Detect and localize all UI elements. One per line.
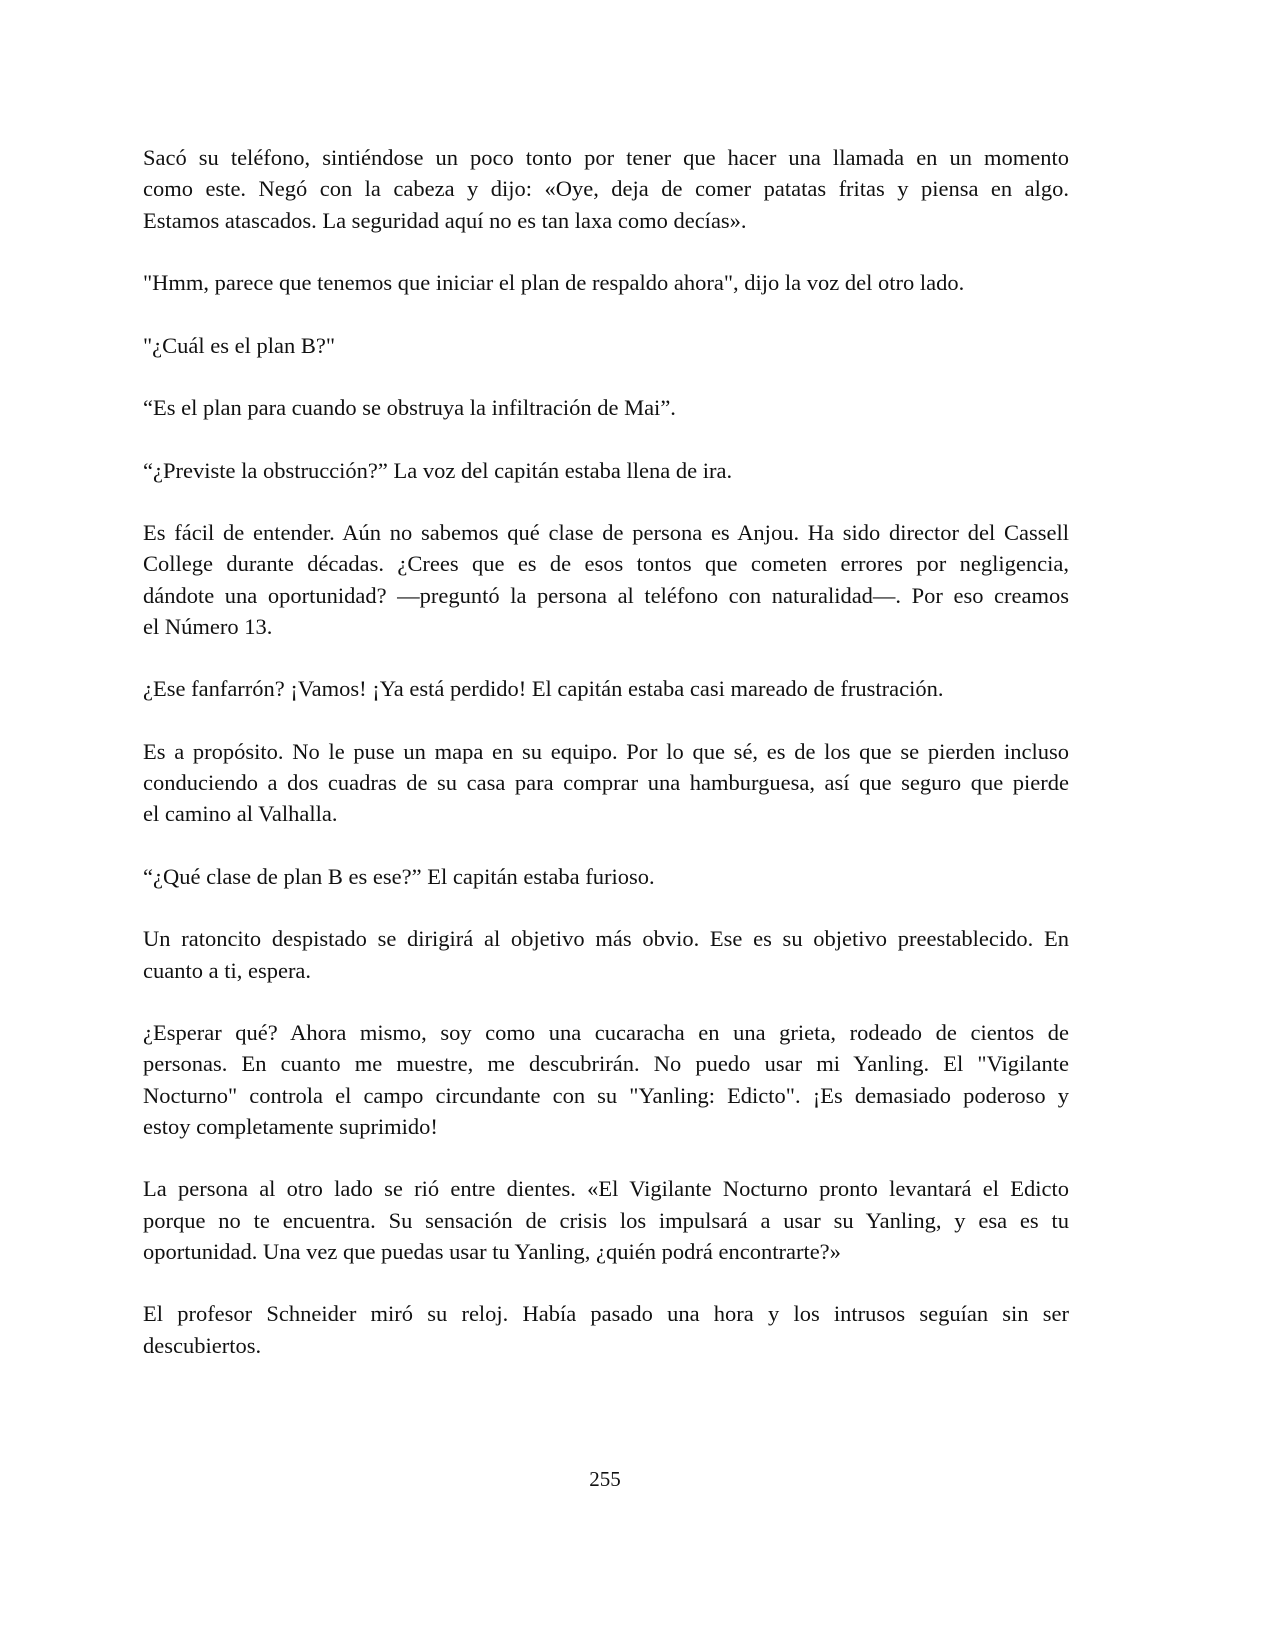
text-line: oportunidad. Una vez que puedas usar tu Yanling, ¿quién podrá encontrarte?» xyxy=(143,1238,841,1264)
paragraph xyxy=(143,673,1069,704)
text-line: personas. En cuanto me muestre, me descubrirán. No puedo usar mi Yanling. El "Vigilante xyxy=(143,1051,1069,1077)
text-line: como este. Negó con la cabeza y dijo: «Oye, deja de comer patatas fritas y piensa en algo. xyxy=(143,176,1069,202)
paragraph xyxy=(143,267,1069,298)
text-line: cuanto a ti, espera. xyxy=(143,957,312,983)
paragraph xyxy=(143,736,1069,830)
text-line: Es fácil de entender. Aún no sabemos qué clase de persona es Anjou. Ha sido director del Cassell xyxy=(143,520,1069,545)
text-line: “¿Previste la obstrucción?” La voz del capitán estaba llena de ira. xyxy=(143,457,733,483)
paragraph xyxy=(143,330,1069,361)
text-line: ¿Ese fanfarrón? ¡Vamos! ¡Ya está perdido! El capitán estaba casi mareado de frustración. xyxy=(143,676,944,702)
text-line: conduciendo a dos cuadras de su casa para comprar una hamburguesa, así que seguro que pierde xyxy=(143,770,1069,795)
paragraph xyxy=(143,1173,1069,1267)
paragraph xyxy=(143,392,1069,423)
text-line: dándote una oportunidad? —preguntó la persona al teléfono con naturalidad—. Por eso creamos xyxy=(143,582,1069,608)
text-line: “¿Qué clase de plan B es ese?” El capitán estaba furioso. xyxy=(143,863,655,889)
page-number: 255 xyxy=(589,1467,621,1491)
paragraph xyxy=(143,923,1069,986)
text-line: Nocturno" controla el campo circundante con su "Yanling: Edicto". ¡Es demasiado poderoso y xyxy=(143,1082,1069,1108)
paragraph xyxy=(143,1298,1069,1361)
paragraph xyxy=(143,517,1069,642)
paragraph xyxy=(143,1017,1069,1142)
text-line: Estamos atascados. La seguridad aquí no es tan laxa como decías». xyxy=(143,207,747,233)
text-line: el camino al Valhalla. xyxy=(143,801,338,827)
paragraph xyxy=(143,142,1069,236)
text-line: porque no te encuentra. Su sensación de crisis los impulsará a usar su Yanling, y esa es tu xyxy=(143,1207,1069,1233)
text-line: descubiertos. xyxy=(143,1332,262,1358)
text-line: Un ratoncito despistado se dirigirá al objetivo más obvio. Ese es su objetivo preestablecido. En xyxy=(143,926,1069,952)
text-line: "¿Cuál es el plan B?" xyxy=(143,332,336,358)
text-line: estoy completamente suprimido! xyxy=(143,1113,438,1139)
text-line: El profesor Schneider miró su reloj. Había pasado una hora y los intrusos seguían sin ser xyxy=(143,1301,1069,1327)
text-line: ¿Esperar qué? Ahora mismo, soy como una cucaracha en una grieta, rodeado de cientos de xyxy=(143,1020,1069,1045)
text-line: Sacó su teléfono, sintiéndose un poco tonto por tener que hacer una llamada en un momento xyxy=(143,145,1069,170)
text-line: "Hmm, parece que tenemos que iniciar el plan de respaldo ahora", dijo la voz del otro lado. xyxy=(143,270,965,295)
text-line: College durante décadas. ¿Crees que es de esos tontos que cometen errores por negligencia, xyxy=(143,551,1069,577)
page-body xyxy=(143,142,1069,1392)
text-line: “Es el plan para cuando se obstruya la infiltración de Mai”. xyxy=(143,395,676,420)
paragraph xyxy=(143,861,1069,892)
text-line: Es a propósito. No le puse un mapa en su equipo. Por lo que sé, es de los que se pierden incluso xyxy=(143,738,1069,764)
text-line: La persona al otro lado se rió entre dientes. «El Vigilante Nocturno pronto levantará el Edicto xyxy=(143,1176,1069,1202)
text-line: el Número 13. xyxy=(143,613,273,639)
paragraph xyxy=(143,455,1069,486)
